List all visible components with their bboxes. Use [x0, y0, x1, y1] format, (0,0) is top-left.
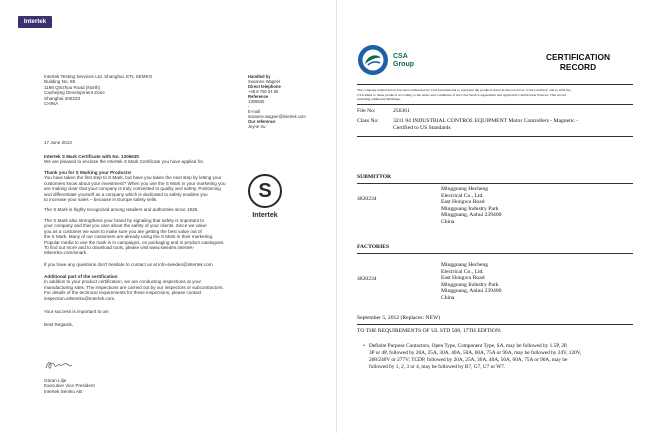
s-mark-logo: [248, 174, 282, 208]
address-line: Electrical Co., Ltd.: [441, 268, 484, 275]
address-line: Shanghai 200233: [44, 95, 81, 101]
success-line: Your success is important to us!: [44, 309, 109, 314]
address-line: Mingguang Hecheng: [441, 186, 489, 192]
class-no-value: [393, 118, 578, 131]
paragraph-line: etlsemko.com/smark.: [44, 250, 88, 256]
email-label: E-mail: [248, 109, 260, 114]
paragraph-line: your company and that you care about the safety of your clients. Since we value: [44, 223, 207, 229]
class-no-line: Certified to US Standards: [393, 124, 451, 131]
file-no-value: 256361: [393, 108, 410, 114]
reference-value: 1306630: [248, 99, 265, 104]
handled-by-label: Handled by: [248, 74, 271, 79]
direct-tel-value: +46 8 750 04 55: [248, 89, 279, 94]
address-line: Caohejing Development Zone: [44, 90, 105, 96]
submittor-address: [441, 186, 501, 226]
paragraph-line: customers know about your investment? When you use the S Mark in your marketing you: [44, 180, 226, 186]
intro-line: CSA Mark to these products according to the terms and conditions of the CSA Service Agreement and applicable Certification Notices. This record: [357, 92, 566, 97]
class-no-line: 3211 84 INDUSTRIAL CONTROL EQUIPMENT Motor Controllers - Magnetic -: [393, 118, 578, 124]
s-mark-label: Intertek: [252, 212, 278, 219]
certification-title: [523, 52, 633, 72]
address-line: Mingguang, Anhui 239400: [441, 288, 502, 295]
submittor-id: 4820234: [357, 196, 377, 202]
reference-value-2: -: [248, 104, 250, 109]
address-line: 1198 Qinzhou Road (North): [44, 84, 101, 90]
address-line: Electrical Co., Ltd.: [441, 192, 484, 199]
address-line: Building No. 86: [44, 79, 76, 85]
address-line: Mingguang Hecheng: [441, 262, 489, 268]
our-reference-label: Our reference: [248, 119, 276, 124]
csa-logo-text: [393, 53, 414, 69]
address-line: East Hongwu Road: [441, 199, 485, 206]
paragraph-line: inspection.etlsemko@intertek.com.: [44, 295, 116, 301]
questions-paragraph: If you have any questions don't hesitate to contact us at info-sweden@intertek.com: [44, 262, 213, 267]
thank-you-heading: Thank you for S Marking your Products!: [44, 170, 132, 175]
paragraph-line: To find out more and to download tools, please visit www.sweden.intertek-: [44, 245, 195, 251]
s-mark-symbol: S: [258, 179, 272, 202]
address-line: Intertek Testing Services Ltd, Shanghai, ETL SEMKO: [44, 74, 153, 79]
paragraph-line: For details of the technical requirements for these inspections, please contact: [44, 290, 202, 296]
divider: [357, 183, 633, 184]
record-intro: [357, 88, 571, 102]
paragraph-line: you as a customer we want to make sure you are getting the best value out of: [44, 228, 202, 234]
bullet-dot: •: [363, 343, 365, 349]
signer-block: [44, 378, 95, 394]
paragraph-line: the S Mark. Many of our customers are already using the S Mark in their marketing.: [44, 234, 214, 240]
record-date: September 5, 2012 (Replaces: NEW): [357, 315, 441, 321]
address-line: Mingguang, Anhui 239400: [441, 212, 502, 219]
address-line: Mingguang Industry Park: [441, 281, 499, 288]
divider: [357, 104, 633, 105]
letter-date: 17 June 2013: [44, 140, 72, 145]
handled-by-value: Susanne Wagnér: [248, 79, 281, 84]
reference-label: Reference: [248, 94, 269, 99]
recognized-paragraph: The S Mark is highly recognized among retailers and authorities since 1926.: [44, 207, 199, 212]
title-line: RECORD: [559, 62, 597, 72]
class-no-label: Class No:: [357, 118, 379, 124]
divider: [357, 324, 633, 325]
certificate-intro: [44, 154, 204, 165]
direct-tel-label: Direct telephone: [248, 84, 281, 89]
paragraph-line: Popular media to use the mark is in campaigns, on packaging and in product catalogues.: [44, 239, 225, 245]
bullet-item: [369, 343, 581, 371]
csa-certification-record: [337, 0, 650, 433]
address-line: China: [441, 218, 455, 225]
address-line: East Hongwu Road: [441, 275, 485, 282]
csa-logo-line: Group: [393, 61, 414, 68]
paragraph-line: You have taken the first step to S Mark, but have you taken the next step by letting your: [44, 175, 222, 181]
signer-title: Executive Vice President: [44, 383, 95, 389]
address-line: Mingguang Industry Park: [441, 205, 499, 212]
certificate-intro-text: We are pleased to enclose the Intertek S Mark Certificate you have applied for.: [44, 159, 205, 165]
sender-address: [44, 74, 152, 106]
paragraph-line: are making clear that your company is truly committed to quality and safety. Positioning: [44, 186, 221, 192]
factory-id: 4820234: [357, 276, 377, 282]
title-line: CERTIFICATION: [545, 52, 611, 62]
additional-section: [44, 274, 224, 301]
submittor-heading: SUBMITTOR: [357, 174, 392, 180]
paragraph-line: In addition to your product certification, we are conducting inspections at your: [44, 279, 202, 285]
thank-you-section: [44, 170, 226, 202]
handled-by-block: [248, 74, 306, 129]
divider: [357, 136, 633, 137]
address-line: CHINA: [44, 101, 59, 107]
requirements-heading: TO THE REQUIREMENTS OF UL STD 508, 17TH EDITION:: [357, 328, 502, 334]
paragraph-line: manufacturing sites. The inspections are carried out by our inspectors or subcontractors.: [44, 284, 224, 290]
intro-line: The company named below has been authorized by CSA International to represent the products listed in this record as "CSA Certified" and to affix the: [357, 88, 571, 92]
strengthen-paragraph: [44, 218, 225, 256]
paragraph-line: to increase your sales – because in Europe safety sells.: [44, 197, 158, 203]
bullet-line: followed by 1, 2, 3 or 4, may be followed by B7, G7, U7 or W7.: [369, 364, 506, 370]
signer-name: Göran Lilje: [44, 378, 67, 383]
signer-company: Intertek Semko AB: [44, 388, 83, 394]
certificate-heading: Intertek S Mark Certificate with No. 1306630: [44, 154, 139, 159]
regards-line: Best Regards,: [44, 322, 74, 327]
paragraph-line: and differentiate yourself as a company which is dedicated to safety enables you: [44, 191, 208, 197]
email-value: susanne.wagner@intertek.com: [248, 114, 306, 119]
factories-heading: FACTORIES: [357, 244, 390, 250]
address-line: China: [441, 294, 455, 301]
divider: [357, 84, 633, 85]
intro-line: including additional Markings.: [357, 97, 401, 102]
csa-logo-icon: [357, 44, 389, 76]
file-no-label: File No:: [357, 108, 376, 114]
signature-image: [44, 359, 74, 371]
our-reference-value: Jeyne Xu: [248, 124, 266, 129]
csa-logo-line: CSA: [393, 53, 408, 60]
bullet-line: Definite Purpose Contactors, Open Type, Component Type, SA, may be followed by 1.5P, 2P,: [369, 343, 568, 349]
intertek-logo: Intertek: [18, 16, 52, 28]
additional-heading: Additional part of the certification: [44, 274, 118, 279]
bullet-line: 208/240V or 277V; TCDP, followed by 20A, 25A, 30A, 40A, 50A, 60A, 75A or 90A, may be: [369, 357, 568, 363]
bullet-line: 3P or 4P, followed by 20A, 25A, 30A, 40A, 50A, 60A, 75A or 90A, may be followed by 24V, 120V,: [369, 350, 582, 356]
factory-address: [441, 262, 501, 302]
paragraph-line: The S Mark also strengthens your brand by signaling that safety is important to: [44, 218, 205, 223]
divider: [357, 253, 633, 254]
